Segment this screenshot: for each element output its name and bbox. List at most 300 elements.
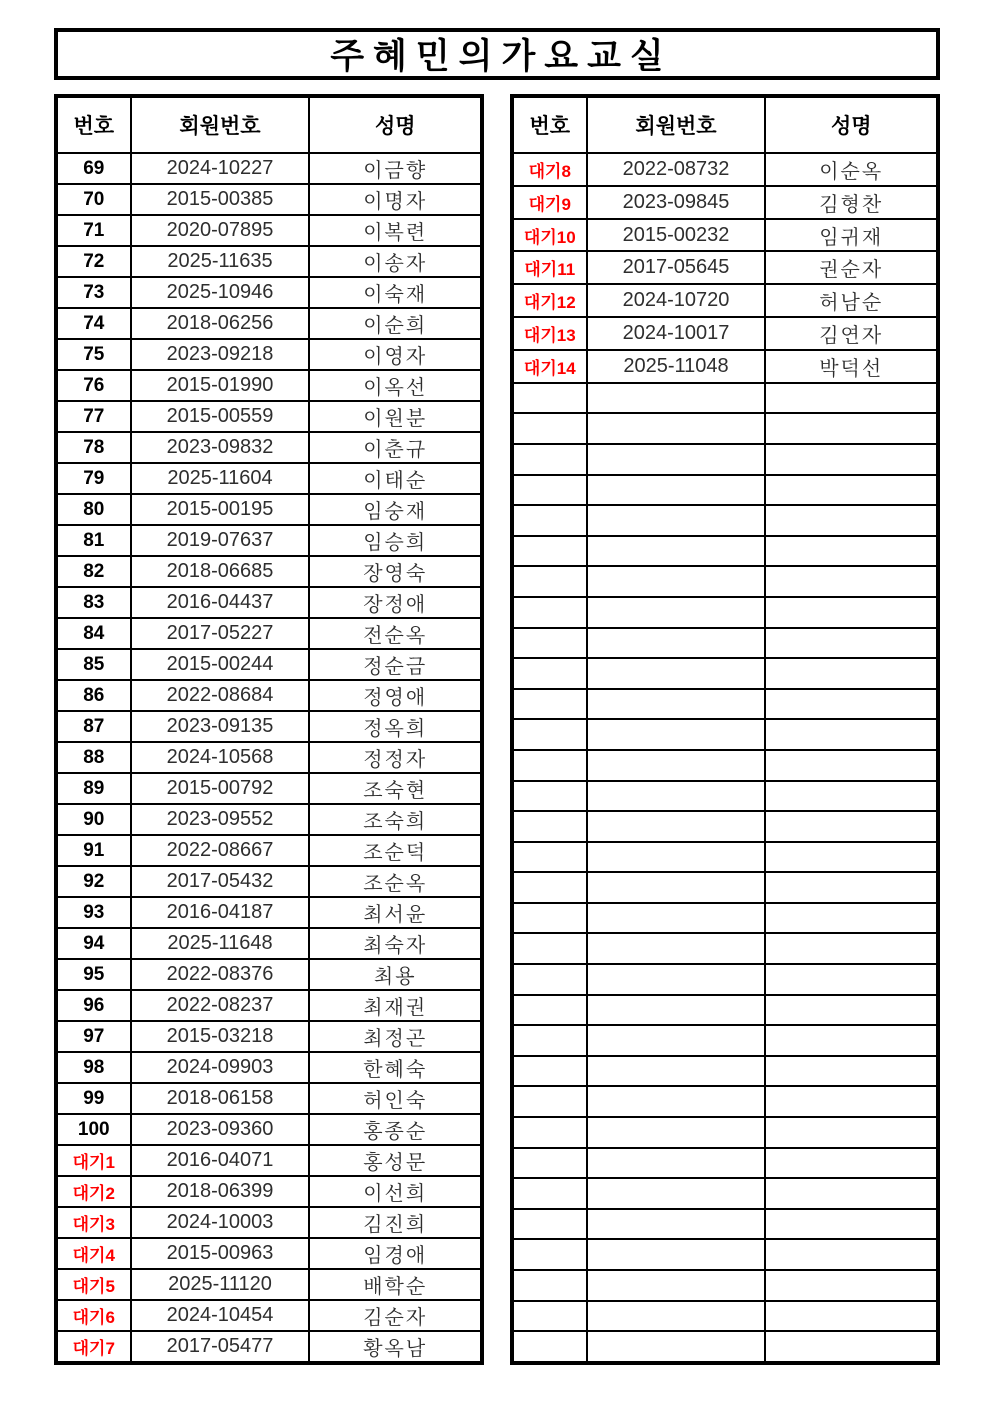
header-row — [56, 96, 482, 153]
name-cell: 이순옥 — [765, 153, 938, 186]
name-cell: 홍성문 — [309, 1145, 482, 1176]
name-cell — [765, 1056, 938, 1087]
table-row-empty — [512, 995, 938, 1026]
row-number-cell — [512, 719, 587, 750]
table-row-empty — [512, 1178, 938, 1209]
name-cell: 김형찬 — [765, 186, 938, 219]
name-cell — [765, 1117, 938, 1148]
member-id-cell: 2023-09845 — [587, 186, 766, 219]
row-number-cell: 78 — [56, 432, 131, 463]
name-cell: 이순희 — [309, 308, 482, 339]
column-header: 성명 — [309, 96, 482, 153]
row-number-cell: 대기7 — [56, 1331, 131, 1363]
member-id-cell — [587, 628, 766, 659]
row-number-cell: 대기5 — [56, 1269, 131, 1300]
table-row-empty — [512, 1117, 938, 1148]
table-row-empty — [512, 597, 938, 628]
table-row — [56, 990, 482, 1021]
name-cell — [765, 383, 938, 414]
column-header: 회원번호 — [131, 96, 310, 153]
name-cell — [765, 1331, 938, 1363]
member-id-cell — [587, 444, 766, 475]
table-row-empty — [512, 475, 938, 506]
row-number-cell: 97 — [56, 1021, 131, 1052]
row-number-cell: 81 — [56, 525, 131, 556]
table-row — [56, 928, 482, 959]
row-number-cell — [512, 1148, 587, 1179]
name-cell: 홍종순 — [309, 1114, 482, 1145]
table-row — [56, 1052, 482, 1083]
table-row — [56, 1021, 482, 1052]
table-row — [56, 153, 482, 184]
row-number-cell: 79 — [56, 463, 131, 494]
table-row — [56, 215, 482, 246]
member-id-cell: 2016-04071 — [131, 1145, 310, 1176]
column-header: 번호 — [56, 96, 131, 153]
member-id-cell: 2024-10017 — [587, 317, 766, 350]
name-cell — [765, 872, 938, 903]
name-cell: 이명자 — [309, 184, 482, 215]
table-row-empty — [512, 1056, 938, 1087]
name-cell — [765, 1148, 938, 1179]
member-id-cell: 2025-11120 — [131, 1269, 310, 1300]
member-id-cell: 2018-06256 — [131, 308, 310, 339]
table-row-empty — [512, 842, 938, 873]
member-id-cell: 2018-06685 — [131, 556, 310, 587]
name-cell: 이영자 — [309, 339, 482, 370]
table-row — [56, 1300, 482, 1331]
table-row — [512, 284, 938, 317]
name-cell — [765, 903, 938, 934]
row-number-cell: 대기12 — [512, 284, 587, 317]
row-number-cell: 95 — [56, 959, 131, 990]
row-number-cell: 85 — [56, 649, 131, 680]
table-row — [56, 649, 482, 680]
row-number-cell — [512, 658, 587, 689]
row-number-cell: 대기1 — [56, 1145, 131, 1176]
name-cell — [765, 811, 938, 842]
row-number-cell: 대기10 — [512, 219, 587, 252]
table-row — [56, 773, 482, 804]
table-row — [56, 1207, 482, 1238]
name-cell — [765, 842, 938, 873]
member-id-cell — [587, 750, 766, 781]
name-cell — [765, 1209, 938, 1240]
row-number-cell: 70 — [56, 184, 131, 215]
name-cell: 정순금 — [309, 649, 482, 680]
row-number-cell: 대기4 — [56, 1238, 131, 1269]
name-cell — [765, 1239, 938, 1270]
row-number-cell — [512, 1301, 587, 1332]
member-id-cell — [587, 842, 766, 873]
table-row-empty — [512, 383, 938, 414]
member-id-cell: 2017-05432 — [131, 866, 310, 897]
name-cell: 박덕선 — [765, 350, 938, 383]
name-cell: 이옥선 — [309, 370, 482, 401]
table-row-empty — [512, 750, 938, 781]
table-row — [512, 251, 938, 284]
name-cell: 조숙희 — [309, 804, 482, 835]
member-id-cell: 2015-03218 — [131, 1021, 310, 1052]
table-row — [56, 463, 482, 494]
member-id-cell: 2018-06399 — [131, 1176, 310, 1207]
table-row-empty — [512, 505, 938, 536]
name-cell: 최용 — [309, 959, 482, 990]
table-row — [512, 350, 938, 383]
member-id-cell: 2023-09552 — [131, 804, 310, 835]
table-row-empty — [512, 1025, 938, 1056]
name-cell — [765, 750, 938, 781]
member-id-cell — [587, 475, 766, 506]
table-row — [56, 1269, 482, 1300]
name-cell: 임승희 — [309, 525, 482, 556]
table-row — [56, 1083, 482, 1114]
member-id-cell: 2020-07895 — [131, 215, 310, 246]
table-row-empty — [512, 1086, 938, 1117]
member-id-cell — [587, 872, 766, 903]
member-id-cell: 2016-04187 — [131, 897, 310, 928]
member-id-cell — [587, 903, 766, 934]
row-number-cell — [512, 903, 587, 934]
name-cell: 김순자 — [309, 1300, 482, 1331]
name-cell — [765, 628, 938, 659]
member-id-cell — [587, 781, 766, 812]
page-title: 주혜민의가요교실 — [330, 37, 673, 76]
member-id-cell — [587, 811, 766, 842]
name-cell: 이춘규 — [309, 432, 482, 463]
row-number-cell — [512, 383, 587, 414]
table-row — [56, 308, 482, 339]
table-row-empty — [512, 1301, 938, 1332]
row-number-cell: 84 — [56, 618, 131, 649]
member-id-cell: 2024-10720 — [587, 284, 766, 317]
name-cell — [765, 1086, 938, 1117]
member-id-cell — [587, 536, 766, 567]
table-row — [56, 897, 482, 928]
member-id-cell — [587, 1086, 766, 1117]
member-id-cell: 2024-09903 — [131, 1052, 310, 1083]
name-cell — [765, 536, 938, 567]
member-id-cell: 2022-08684 — [131, 680, 310, 711]
row-number-cell — [512, 964, 587, 995]
name-cell: 허남순 — [765, 284, 938, 317]
member-id-cell: 2022-08667 — [131, 835, 310, 866]
member-id-cell — [587, 933, 766, 964]
name-cell — [765, 475, 938, 506]
name-cell: 조순옥 — [309, 866, 482, 897]
name-cell: 전순옥 — [309, 618, 482, 649]
name-cell: 정영애 — [309, 680, 482, 711]
row-number-cell: 75 — [56, 339, 131, 370]
member-id-cell: 2024-10454 — [131, 1300, 310, 1331]
member-id-cell: 2025-11648 — [131, 928, 310, 959]
name-cell — [765, 444, 938, 475]
table-row-empty — [512, 719, 938, 750]
row-number-cell: 대기11 — [512, 251, 587, 284]
row-number-cell: 69 — [56, 153, 131, 184]
table-row-empty — [512, 413, 938, 444]
row-number-cell — [512, 995, 587, 1026]
column-header: 번호 — [512, 96, 587, 153]
table-row — [56, 1176, 482, 1207]
row-number-cell: 91 — [56, 835, 131, 866]
member-table-left — [54, 94, 484, 1365]
member-id-cell — [587, 1270, 766, 1301]
row-number-cell: 96 — [56, 990, 131, 1021]
member-id-cell: 2015-00963 — [131, 1238, 310, 1269]
row-number-cell — [512, 1331, 587, 1363]
member-id-cell — [587, 1301, 766, 1332]
table-row-empty — [512, 964, 938, 995]
row-number-cell: 71 — [56, 215, 131, 246]
name-cell — [765, 1178, 938, 1209]
row-number-cell: 87 — [56, 711, 131, 742]
table-row-empty — [512, 658, 938, 689]
name-cell: 최숙자 — [309, 928, 482, 959]
row-number-cell — [512, 597, 587, 628]
name-cell: 이송자 — [309, 246, 482, 277]
row-number-cell — [512, 475, 587, 506]
member-id-cell: 2016-04437 — [131, 587, 310, 618]
row-number-cell: 82 — [56, 556, 131, 587]
row-number-cell: 72 — [56, 246, 131, 277]
name-cell — [765, 597, 938, 628]
table-row-empty — [512, 872, 938, 903]
name-cell — [765, 964, 938, 995]
member-id-cell: 2015-01990 — [131, 370, 310, 401]
member-id-cell — [587, 413, 766, 444]
member-id-cell — [587, 566, 766, 597]
name-cell: 한혜숙 — [309, 1052, 482, 1083]
title-box — [54, 28, 940, 80]
row-number-cell — [512, 413, 587, 444]
row-number-cell — [512, 872, 587, 903]
member-id-cell: 2025-11048 — [587, 350, 766, 383]
member-id-cell — [587, 1178, 766, 1209]
member-id-cell: 2024-10003 — [131, 1207, 310, 1238]
row-number-cell — [512, 536, 587, 567]
table-row — [56, 556, 482, 587]
table-row — [512, 317, 938, 350]
table-row — [56, 1114, 482, 1145]
name-cell — [765, 781, 938, 812]
name-cell: 황옥남 — [309, 1331, 482, 1363]
table-row — [56, 1331, 482, 1363]
table-row — [56, 525, 482, 556]
member-id-cell: 2017-05227 — [131, 618, 310, 649]
table-row-empty — [512, 566, 938, 597]
table-row-empty — [512, 689, 938, 720]
row-number-cell: 대기6 — [56, 1300, 131, 1331]
row-number-cell — [512, 1178, 587, 1209]
row-number-cell: 77 — [56, 401, 131, 432]
row-number-cell: 대기14 — [512, 350, 587, 383]
member-id-cell: 2019-07637 — [131, 525, 310, 556]
row-number-cell: 83 — [56, 587, 131, 618]
table-row — [56, 804, 482, 835]
member-id-cell — [587, 1117, 766, 1148]
table-row-empty — [512, 1331, 938, 1363]
row-number-cell: 80 — [56, 494, 131, 525]
table-row-empty — [512, 1239, 938, 1270]
name-cell: 정옥희 — [309, 711, 482, 742]
row-number-cell — [512, 1117, 587, 1148]
name-cell: 이태순 — [309, 463, 482, 494]
name-cell — [765, 995, 938, 1026]
name-cell: 장영숙 — [309, 556, 482, 587]
member-id-cell — [587, 1209, 766, 1240]
member-id-cell — [587, 383, 766, 414]
row-number-cell: 93 — [56, 897, 131, 928]
member-id-cell — [587, 1331, 766, 1363]
row-number-cell — [512, 1056, 587, 1087]
table-row — [56, 1145, 482, 1176]
member-id-cell: 2015-00195 — [131, 494, 310, 525]
name-cell: 최재권 — [309, 990, 482, 1021]
table-row — [56, 432, 482, 463]
row-number-cell: 92 — [56, 866, 131, 897]
row-number-cell — [512, 842, 587, 873]
row-number-cell: 100 — [56, 1114, 131, 1145]
member-id-cell: 2022-08237 — [131, 990, 310, 1021]
member-id-cell: 2022-08376 — [131, 959, 310, 990]
table-row — [56, 711, 482, 742]
name-cell: 이선희 — [309, 1176, 482, 1207]
row-number-cell: 99 — [56, 1083, 131, 1114]
name-cell: 이원분 — [309, 401, 482, 432]
name-cell: 이복련 — [309, 215, 482, 246]
row-number-cell — [512, 781, 587, 812]
table-row-empty — [512, 903, 938, 934]
member-id-cell — [587, 1056, 766, 1087]
column-header: 성명 — [765, 96, 938, 153]
member-id-cell — [587, 689, 766, 720]
row-number-cell — [512, 1239, 587, 1270]
table-row — [56, 618, 482, 649]
member-id-cell: 2024-10227 — [131, 153, 310, 184]
table-row — [56, 742, 482, 773]
member-id-cell: 2023-09135 — [131, 711, 310, 742]
member-id-cell: 2023-09360 — [131, 1114, 310, 1145]
table-row — [56, 835, 482, 866]
name-cell — [765, 933, 938, 964]
name-cell: 조숙현 — [309, 773, 482, 804]
member-id-cell: 2022-08732 — [587, 153, 766, 186]
header-row — [512, 96, 938, 153]
table-row — [56, 587, 482, 618]
table-row — [56, 401, 482, 432]
name-cell: 임숭재 — [309, 494, 482, 525]
table-row — [56, 370, 482, 401]
row-number-cell — [512, 505, 587, 536]
table-row — [56, 1238, 482, 1269]
row-number-cell — [512, 750, 587, 781]
member-id-cell — [587, 964, 766, 995]
member-id-cell: 2025-10946 — [131, 277, 310, 308]
member-id-cell: 2015-00792 — [131, 773, 310, 804]
row-number-cell — [512, 628, 587, 659]
column-header: 회원번호 — [587, 96, 766, 153]
table-row-empty — [512, 536, 938, 567]
row-number-cell — [512, 811, 587, 842]
member-id-cell — [587, 1025, 766, 1056]
name-cell: 권순자 — [765, 251, 938, 284]
name-cell: 조순덕 — [309, 835, 482, 866]
member-id-cell: 2017-05477 — [131, 1331, 310, 1363]
name-cell: 장정애 — [309, 587, 482, 618]
row-number-cell: 대기8 — [512, 153, 587, 186]
row-number-cell: 88 — [56, 742, 131, 773]
row-number-cell: 대기2 — [56, 1176, 131, 1207]
row-number-cell: 대기13 — [512, 317, 587, 350]
member-table-right — [510, 94, 940, 1365]
name-cell — [765, 658, 938, 689]
row-number-cell: 대기3 — [56, 1207, 131, 1238]
table-row — [512, 186, 938, 219]
row-number-cell: 대기9 — [512, 186, 587, 219]
table-row — [56, 246, 482, 277]
row-number-cell: 94 — [56, 928, 131, 959]
row-number-cell: 74 — [56, 308, 131, 339]
row-number-cell: 98 — [56, 1052, 131, 1083]
member-id-cell: 2015-00385 — [131, 184, 310, 215]
name-cell: 배학순 — [309, 1269, 482, 1300]
tables-container — [54, 94, 940, 1365]
name-cell — [765, 1301, 938, 1332]
table-row — [56, 184, 482, 215]
row-number-cell: 90 — [56, 804, 131, 835]
table-row — [512, 219, 938, 252]
row-number-cell — [512, 1086, 587, 1117]
name-cell — [765, 413, 938, 444]
name-cell — [765, 566, 938, 597]
member-id-cell: 2015-00244 — [131, 649, 310, 680]
member-id-cell: 2015-00559 — [131, 401, 310, 432]
name-cell: 김진희 — [309, 1207, 482, 1238]
member-id-cell: 2017-05645 — [587, 251, 766, 284]
table-row-empty — [512, 933, 938, 964]
member-id-cell — [587, 995, 766, 1026]
row-number-cell — [512, 689, 587, 720]
member-id-cell — [587, 597, 766, 628]
name-cell: 이금향 — [309, 153, 482, 184]
name-cell: 정정자 — [309, 742, 482, 773]
row-number-cell — [512, 1270, 587, 1301]
name-cell — [765, 1025, 938, 1056]
table-row-empty — [512, 628, 938, 659]
member-id-cell — [587, 719, 766, 750]
row-number-cell — [512, 444, 587, 475]
name-cell: 임귀재 — [765, 219, 938, 252]
row-number-cell — [512, 566, 587, 597]
member-id-cell: 2018-06158 — [131, 1083, 310, 1114]
member-id-cell: 2015-00232 — [587, 219, 766, 252]
table-row — [56, 277, 482, 308]
name-cell: 최정곤 — [309, 1021, 482, 1052]
member-id-cell: 2023-09218 — [131, 339, 310, 370]
name-cell — [765, 505, 938, 536]
table-row-empty — [512, 1209, 938, 1240]
member-id-cell: 2025-11635 — [131, 246, 310, 277]
member-id-cell — [587, 505, 766, 536]
row-number-cell — [512, 1025, 587, 1056]
name-cell: 이숙재 — [309, 277, 482, 308]
member-id-cell — [587, 1148, 766, 1179]
member-id-cell: 2023-09832 — [131, 432, 310, 463]
member-id-cell — [587, 1239, 766, 1270]
table-row — [56, 959, 482, 990]
member-id-cell: 2025-11604 — [131, 463, 310, 494]
